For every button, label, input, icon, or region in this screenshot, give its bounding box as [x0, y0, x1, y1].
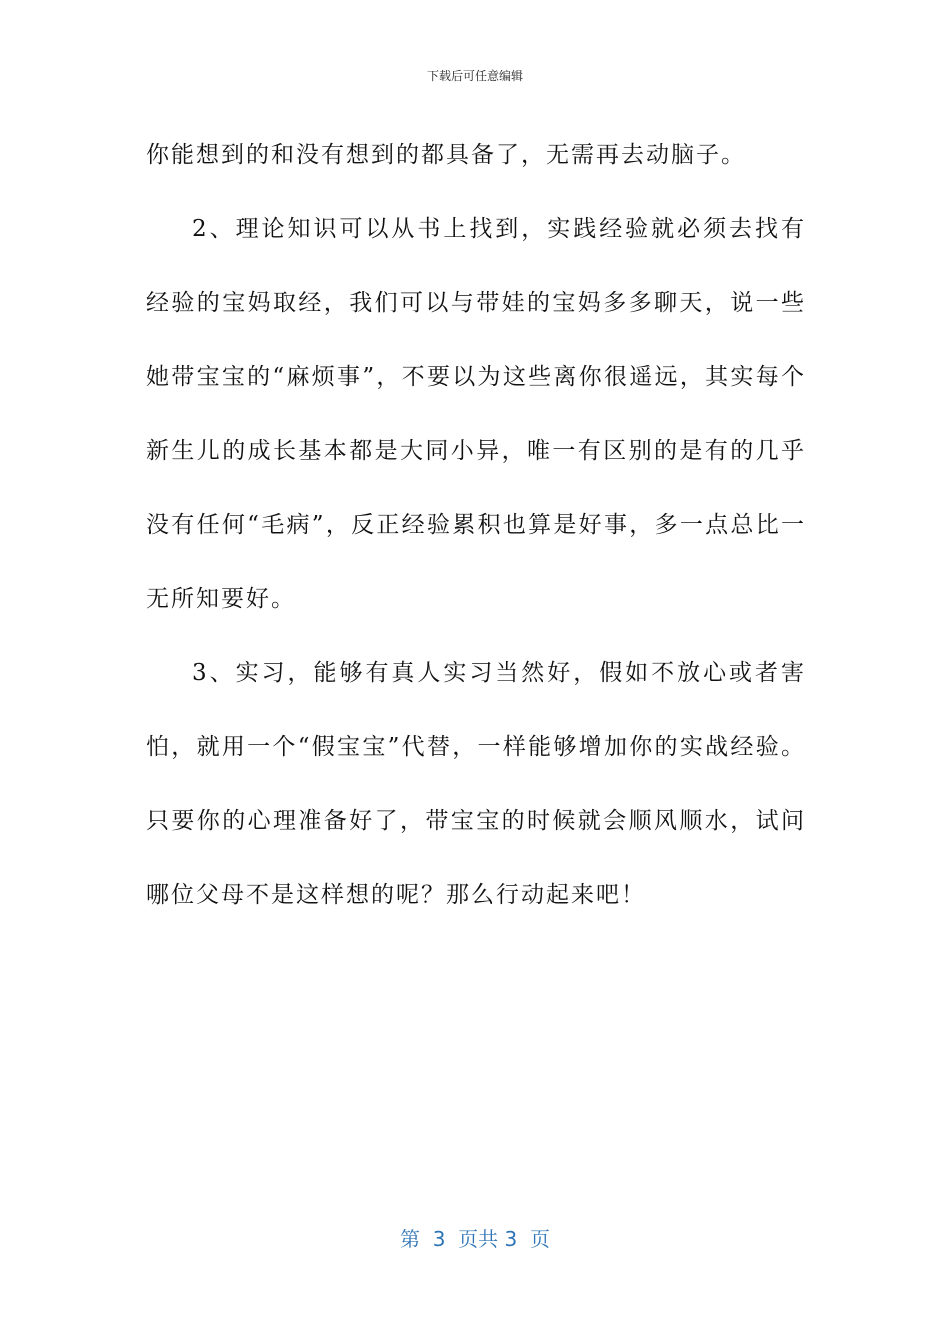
page-header: 下载后可任意编辑: [426, 69, 523, 83]
page-footer: 第 3 页共 3 页: [400, 1227, 550, 1251]
paragraph-3: 3、实习，能够有真人实习当然好，假如不放心或者害怕，就用一个“假宝宝”代替，一样能够增加你的实战经验。只要你的心理准备好了，带宝宝的时候就会顺风顺水，试问哪位父母不是这样想的呢？那么行动起来吧！: [146, 660, 806, 908]
paragraph-2: 2、理论知识可以从书上找到，实践经验就必须去找有经验的宝妈取经，我们可以与带娃的宝妈多多聊天，说一些她带宝宝的“麻烦事”，不要以为这些离你很遥远，其实每个新生儿的成长基本都是大同小异，唯一有区别的是有的几乎没有任何“毛病”，反正经验累积也算是好事，多一点总比一无所知要好。: [146, 216, 806, 612]
paragraph-1: 你能想到的和没有想到的都具备了，无需再去动脑子。: [146, 142, 746, 168]
document-body: [146, 118, 806, 932]
